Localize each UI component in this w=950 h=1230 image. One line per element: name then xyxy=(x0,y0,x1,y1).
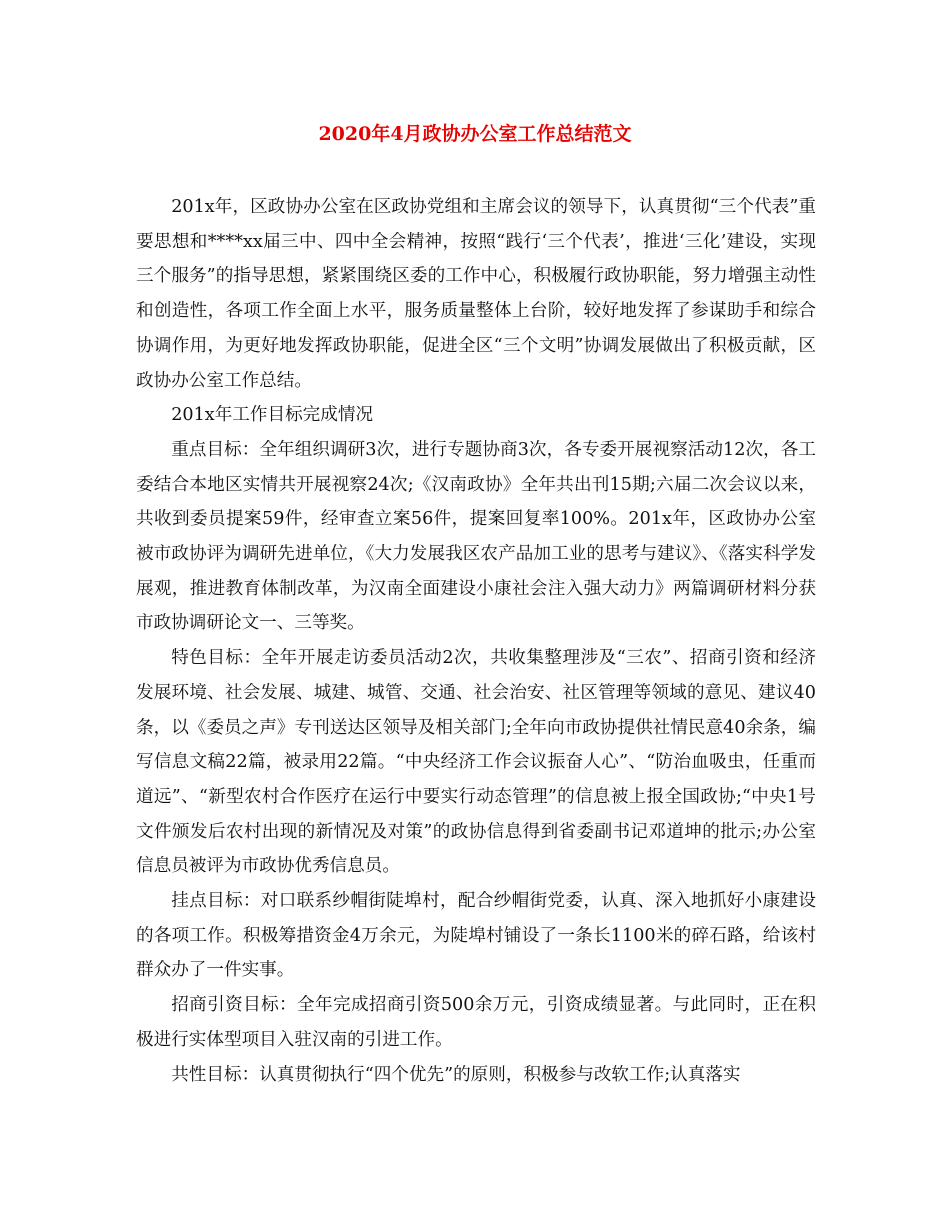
paragraph-feature-goals: 特色目标：全年开展走访委员活动2次，共收集整理涉及“三农”、招商引资和经济发展环境、社会发展、城建、城管、交通、社会治安、社区管理等领域的意见、建议40条，以《委员之声》专刊送达区领导及相关部门;全年向市政协提供社情民意40余条，编写信息文稿22篇，被录用22篇。“中央经济工作会议振奋人心”、“防治血吸虫，任重而道远”、“新型农村合作医疗在运行中要实行动态管理”的信息被上报全国政协;“中央1号文件颁发后农村出现的新情况及对策”的政协信息得到省委副书记邓道坤的批示;办公室信息员被评为市政协优秀信息员。 xyxy=(136,648,816,877)
paragraph-liaison-goals: 挂点目标：对口联系纱帽街陡埠村，配合纱帽街党委，认真、深入地抓好小康建设的各项工作。积极筹措资金4万余元，为陡埠村铺设了一条长1100米的碎石路，给该村群众办了一件实事。 xyxy=(136,891,816,981)
paragraph-intro: 201x年，区政协办公室在区政协党组和主席会议的领导下，认真贯彻“三个代表”重要思想和****xx届三中、四中全会精神，按照“践行‘三个代表’，推进‘三化’建设，实现三个服务”的指导思想，紧紧围绕区委的工作中心，积极履行政协职能，努力增强主动性和创造性，各项工作全面上水平，服务质量整体上台阶，较好地发挥了参谋助手和综合协调作用，为更好地发挥政协职能，促进全区“三个文明”协调发展做出了积极贡献，区政协办公室工作总结。 xyxy=(136,197,816,391)
paragraph-common-goals: 共性目标：认真贯彻执行“四个优先”的原则，积极参与改软工作;认真落实 xyxy=(171,1064,741,1085)
document-body xyxy=(136,190,816,1092)
paragraph-section-heading: 201x年工作目标完成情况 xyxy=(171,405,374,426)
document-title: 2020年4月政协办公室工作总结范文 xyxy=(318,123,632,145)
paragraph-investment-goals: 招商引资目标：全年完成招商引资500余万元，引资成绩显著。与此同时，正在积极进行实体型项目入驻汉南的引进工作。 xyxy=(136,995,816,1050)
paragraph-key-goals: 重点目标：全年组织调研3次，进行专题协商3次，各专委开展视察活动12次，各工委结合本地区实情共开展视察24次;《汉南政协》全年共出刊15期;六届二次会议以来，共收到委员提案59件，经审查立案56件，提案回复率100%。201x年，区政协办公室被市政协评为调研先进单位，《大力发展我区农产品加工业的思考与建议》、《落实科学发展观，推进教育体制改革，为汉南全面建设小康社会注入强大动力》两篇调研材料分获市政协调研论文一、三等奖。 xyxy=(136,439,816,634)
